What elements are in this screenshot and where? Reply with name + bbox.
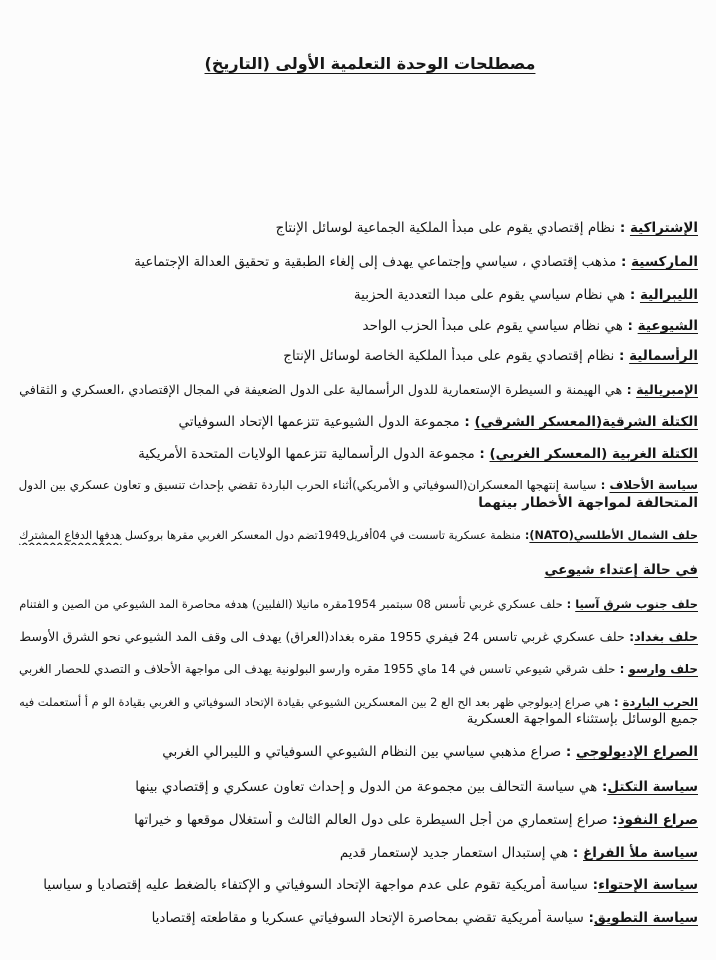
term-label: الكتلة الغربية (المعسكر الغربي) <box>489 446 698 462</box>
term-definition: هي نظام سياسي يقوم على مبدا التعددية الحزبية <box>353 287 626 303</box>
term-separator: : <box>615 220 630 236</box>
term-entry <box>8 595 698 614</box>
term-label: الحرب الباردة <box>622 695 698 709</box>
term-definition-continuation: المتحالفة لمواجهة الأخطار بينهما <box>478 495 698 511</box>
term-definition-continuation: في حالة إعتداء شيوعي <box>544 562 698 578</box>
term-label: الإمبريالية <box>636 382 698 397</box>
term-separator: : <box>624 629 635 644</box>
term-separator: : <box>622 382 637 397</box>
term-label: حلف الشمال الأطلسي(NATO) <box>529 529 698 542</box>
term-entry <box>8 627 698 646</box>
term-definition: سياسة إنتهجها المعسكران(السوفياتي و الأمريكي)أثناء الحرب الباردة تقضي بإحداث تنسيق و تعاون عسكري بين الدول <box>18 478 597 492</box>
term-label: الشيوعية <box>637 318 698 334</box>
term-definition: سياسة أمريكية تقضي بمحاصرة الإتحاد السوفياتي عسكريا و مقاطعته إقتصاديا <box>151 910 584 926</box>
term-entry <box>8 286 698 305</box>
term-separator: : <box>610 695 623 709</box>
term-definition: حلف شرقي شيوعي تاسس في 14 ماي 1955 مقره وارسو البولونية يهدف الى مواجهة الأحلاف و التصدي للحصار الغربي <box>18 662 616 676</box>
term-definition: حلف عسكري غربي تأسس 08 سبتمبر 1954مقره مانيلا (الفلبين) هدفه محاصرة المد الشيوعي من الصين و الفتنام <box>19 597 563 611</box>
term-definition-underlined: هدفها الدفاع المشترك <box>19 529 122 542</box>
term-definition: صراع مذهبي سياسي بين النظام الشيوعي السوفياتي و الليبرالي الغربي <box>162 744 562 760</box>
term-separator: : <box>583 910 594 926</box>
term-separator: : <box>616 254 632 270</box>
term-entry <box>8 476 698 495</box>
term-entry <box>8 413 698 432</box>
term-separator: : <box>568 845 583 861</box>
term-definition: سياسة أمريكية تقوم على عدم مواجهة الإتحاد السوفياتي و الإكتفاء بالضغط عليه إقتصاديا و سياسيا <box>43 877 588 893</box>
term-definition: صراع إستعماري من أجل السيطرة على دول العالم الثالث و أستغلال موقعها و خيراتها <box>134 812 608 828</box>
term-entry <box>8 811 698 830</box>
term-definition: نظام إقتصادي يقوم على مبدأ الملكية الخاصة لوسائل الإنتاج <box>283 348 615 364</box>
term-label: حلف جنوب شرق آسيا <box>575 597 698 611</box>
term-label: سياسة ملأ الفراغ <box>583 845 698 861</box>
term-label: الإشتراكية <box>629 220 698 236</box>
term-definition: هي سياسة التحالف بين مجموعة من الدول و إحداث تعاون عسكري و إقتصادي بينها <box>135 779 598 795</box>
term-definition: منظمة عسكرية تاسست في 04أفريل1949تضم دول المعسكر الغربي مقرها بروكسل <box>121 529 522 542</box>
term-separator: : <box>615 662 629 676</box>
term-label: حلف بغداد <box>634 629 698 644</box>
term-definition: هي صراع إديولوجي ظهر بعد الح الع 2 بين المعسكرين الشيوعي بقيادة الإتحاد السوفياتي و الغربي بقيادة الو م أ أستعملت فيه <box>19 695 611 709</box>
term-label: حلف وارسو <box>628 662 698 676</box>
term-definition: مجموعة الدول الشيوعية تتزعمها الإتحاد السوفياتي <box>178 414 460 430</box>
term-separator: : <box>622 318 638 334</box>
term-separator: : <box>474 446 490 462</box>
term-entry <box>8 347 698 366</box>
term-definition-continuation: جميع الوسائل بإستثناء المواجهة العسكرية <box>466 711 698 727</box>
term-separator: : <box>459 414 475 430</box>
term-entry <box>8 660 698 679</box>
page-title <box>120 53 620 75</box>
term-entry <box>8 445 698 464</box>
term-label: سياسة الأحلاف <box>609 478 698 492</box>
term-definition: نظام إقتصادي يقوم على مبدأ الملكية الجماعية لوسائل الإنتاج <box>275 220 616 236</box>
term-entry <box>8 909 698 928</box>
term-label: الكتلة الشرقية(المعسكر الشرقي) <box>474 414 698 430</box>
term-separator: : <box>607 812 618 828</box>
term-separator: : <box>562 597 576 611</box>
term-separator: : <box>597 779 608 795</box>
term-definition: حلف عسكري غربي تاسس 24 فيفري 1955 مقره بغداد(العراق) يهدف الى وقف المد الشيوعي نحو الشرق الأوسط <box>19 629 625 644</box>
term-entry <box>8 844 698 863</box>
term-label: الرأسمالية <box>629 348 698 364</box>
term-definition: مذهب إقتصادي ، سياسي وإجتماعي يهدف إلى إلغاء الطبقية و تحقيق العدالة الإجتماعية <box>134 254 617 270</box>
term-label: الماركسية <box>631 254 698 270</box>
term-label: سياسة التكتل <box>607 779 698 795</box>
term-entry-continuation <box>8 561 698 580</box>
term-entry <box>8 219 698 238</box>
term-definition: هي إستبدال استعمار جديد لإستعمار قديم <box>339 845 569 861</box>
term-separator: : <box>561 744 576 760</box>
term-definition: هي نظام سياسي يقوم على مبدأ الحزب الواحد <box>362 318 623 334</box>
term-entry <box>8 876 698 895</box>
term-entry <box>8 778 698 797</box>
term-definition: مجموعة الدول الرأسمالية تتزعمها الولايات المتحدة الأمريكية <box>138 446 475 462</box>
term-separator: : <box>521 529 530 542</box>
term-entry <box>8 380 698 399</box>
term-label: الليبرالية <box>639 287 698 303</box>
term-label: سياسة الإحتواء <box>598 877 698 893</box>
term-entry <box>8 526 698 545</box>
term-label: الصراع الإديولوجي <box>575 744 698 760</box>
term-entry <box>8 253 698 272</box>
page-title-text: مصطلحات الوحدة التعلمية الأولى (التاريخ) <box>204 54 536 73</box>
term-label: سياسة التطويق <box>593 910 698 926</box>
term-separator: : <box>596 478 610 492</box>
term-separator: : <box>587 877 599 893</box>
term-separator: : <box>614 348 630 364</box>
term-label: صراع النفوذ <box>617 812 698 828</box>
term-definition: هي الهيمنة و السيطرة الإستعمارية للدول الرأسمالية على الدول الضعيفة في المجال الإقتصادي ،العسكري و الثقافي <box>19 382 623 397</box>
term-entry <box>8 743 698 762</box>
term-entry-continuation <box>8 710 698 729</box>
term-separator: : <box>625 287 640 303</box>
term-entry <box>8 317 698 336</box>
term-entry-continuation <box>8 494 698 513</box>
